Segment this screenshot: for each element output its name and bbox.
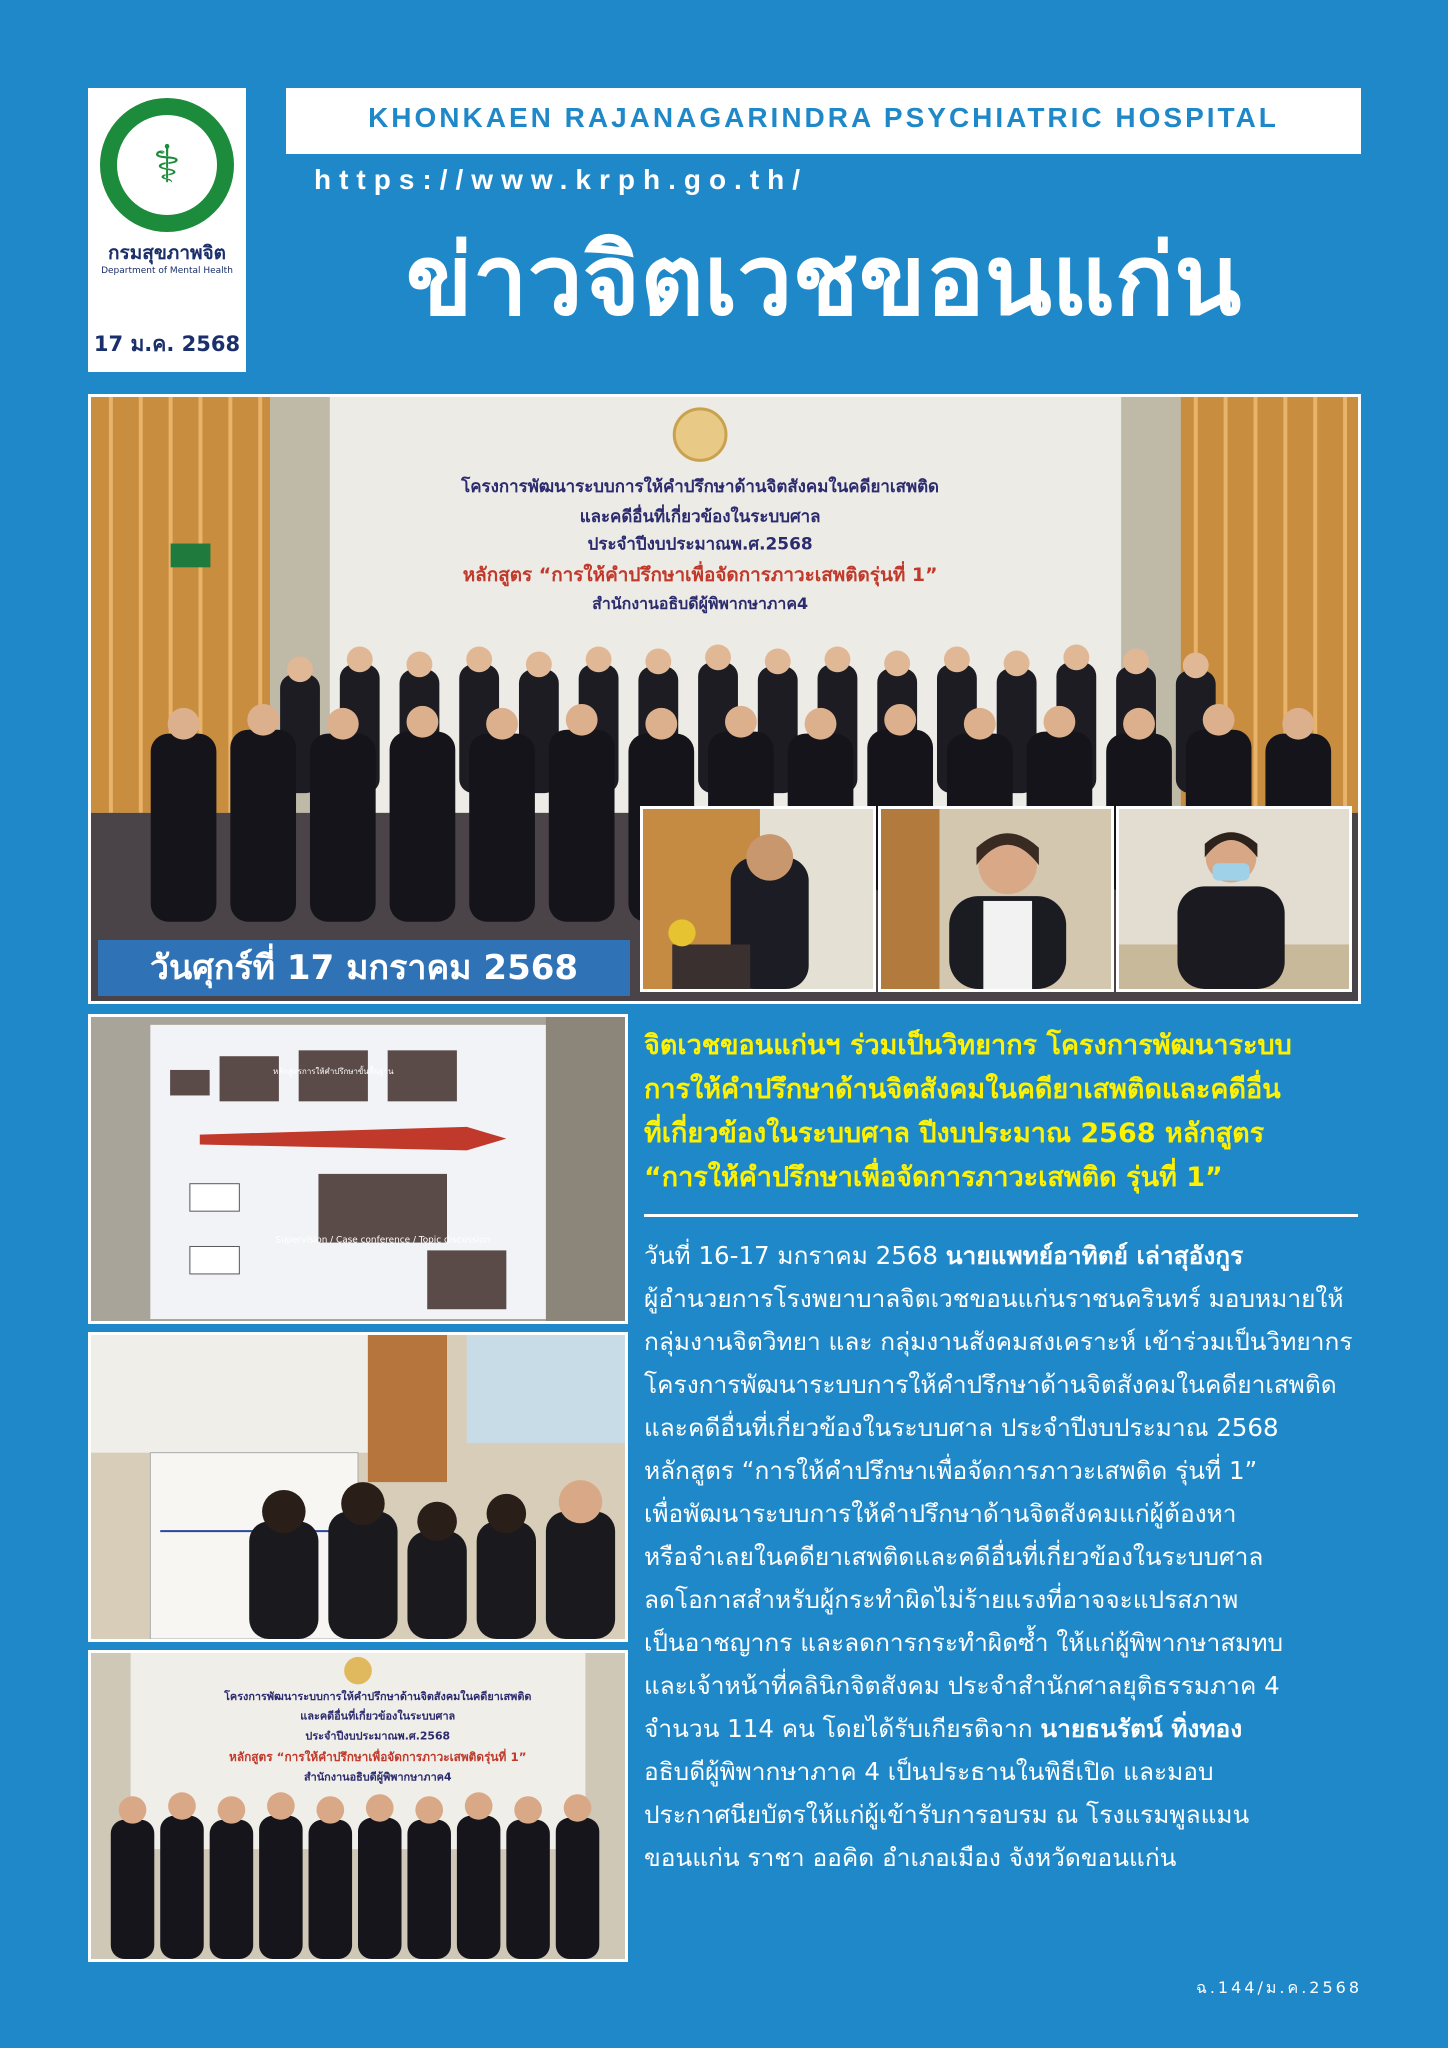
svg-text:สำนักงานอธิบดีผู้พิพากษาภาค4: สำนักงานอธิบดีผู้พิพากษาภาค4 bbox=[304, 1770, 452, 1784]
chief-judge-name: นายธนรัตน์ ทิ่งทอง bbox=[1040, 1714, 1243, 1743]
body-line-3: กลุ่มงานจิตวิทยา และ กลุ่มงานสังคมสงเคราะห์ เข้าร่วมเป็นวิทยากร bbox=[644, 1327, 1353, 1356]
headline-line-2: การให้คำปรึกษาด้านจิตสังคมในคดียาเสพติดและคดีอื่น bbox=[644, 1074, 1281, 1105]
banner-line-2: และคดีอื่นที่เกี่ยวข้องในระบบศาล bbox=[579, 505, 821, 526]
slide-center-box: Supervision / Case conference / Topic discussion bbox=[275, 1235, 491, 1246]
lecturer-woman-photo bbox=[878, 806, 1114, 992]
svg-text:และคดีอื่นที่เกี่ยวข้องในระบบศ: และคดีอื่นที่เกี่ยวข้องในระบบศาล bbox=[300, 1709, 456, 1723]
slide-box-1: หลักสูตรการให้คำปรึกษาขั้นพื้นฐาน bbox=[273, 1066, 394, 1076]
body-line-11: และเจ้าหน้าที่คลินิกจิตสังคม ประจำสำนักศาลยุติธรรมภาค 4 bbox=[644, 1671, 1280, 1700]
body-line-9: ลดโอกาสสำหรับผู้กระทำผิดไม่ร้ายแรงที่อาจจะแปรสภาพ bbox=[644, 1585, 1239, 1614]
banner-line-4: หลักสูตร “การให้คำปรึกษาเพื่อจัดการภาวะเสพติดรุ่นที่ 1” bbox=[462, 564, 938, 587]
event-date-label: วันศุกร์ที่ 17 มกราคม 2568 bbox=[98, 940, 630, 996]
hospital-name-bar bbox=[286, 88, 1361, 154]
banner-line-3: ประจำปีงบประมาณพ.ศ.2568 bbox=[587, 533, 813, 554]
body-line-7: เพื่อพัฒนาระบบการให้คำปรึกษาด้านจิตสังคมแก่ผู้ต้องหา bbox=[644, 1499, 1237, 1528]
team-thumbs-up-photo bbox=[88, 1650, 628, 1962]
body-line-14: ประกาศนียบัตรให้แก่ผู้เข้ารับการอบรม ณ โรงแรมพูลแมน bbox=[644, 1800, 1250, 1829]
body-line-10: เป็นอาชญากร และลดการกระทำผิดซ้ำ ให้แก่ผู้พิพากษาสมทบ bbox=[644, 1628, 1284, 1657]
body-line-5: และคดีอื่นที่เกี่ยวข้องในระบบศาล ประจำปีงบประมาณ 2568 bbox=[644, 1413, 1279, 1442]
director-name: นายแพทย์อาทิตย์ เล่าสุอังกูร bbox=[945, 1241, 1244, 1270]
headline-line-1: จิตเวชขอนแก่นฯ ร่วมเป็นวิทยากร โครงการพัฒนาระบบ bbox=[644, 1030, 1292, 1061]
body-line-13: อธิบดีผู้พิพากษาภาค 4 เป็นประธานในพิธีเปิด และมอบ bbox=[644, 1757, 1214, 1786]
body-line-1: วันที่ 16-17 มกราคม 2568 นายแพทย์อาทิตย์ เล่าสุอังกูร bbox=[644, 1241, 1244, 1270]
body-line-8: หรือจำเลยในคดียาเสพติดและคดีอื่นที่เกี่ยวข้องในระบบศาล bbox=[644, 1542, 1264, 1571]
logo-box bbox=[88, 88, 246, 372]
speaker-photo bbox=[640, 806, 876, 992]
hospital-name: KHONKAEN RAJANAGARINDRA PSYCHIATRIC HOSPITAL bbox=[368, 102, 1279, 133]
whiteboard-workshop-photo bbox=[88, 1332, 628, 1642]
svg-text:ประจำปีงบประมาณพ.ศ.2568: ประจำปีงบประมาณพ.ศ.2568 bbox=[305, 1729, 451, 1743]
slide-projection-photo bbox=[88, 1014, 628, 1324]
svg-text:หลักสูตร “การให้คำปรึกษาเพื่อจ: หลักสูตร “การให้คำปรึกษาเพื่อจัดการภาวะเสพติดรุ่นที่ 1” bbox=[229, 1749, 527, 1764]
news-headline bbox=[644, 1024, 1364, 1200]
headline-line-4: “การให้คำปรึกษาเพื่อจัดการภาวะเสพติด รุ่นที่ 1” bbox=[644, 1162, 1223, 1193]
issue-date: 17 ม.ค. 2568 bbox=[93, 332, 241, 356]
department-name-english: Department of Mental Health bbox=[101, 266, 233, 276]
participant-mask-photo bbox=[1116, 806, 1352, 992]
ministry-seal-icon: ⚕ bbox=[100, 98, 234, 232]
website-url[interactable]: https://www.krph.go.th/ bbox=[314, 164, 809, 195]
body-line-4: โครงการพัฒนาระบบการให้คำปรึกษาด้านจิตสังคมในคดียาเสพติด bbox=[644, 1370, 1337, 1399]
news-body bbox=[644, 1234, 1364, 1879]
body-line-2: ผู้อำนวยการโรงพยาบาลจิตเวชขอนแก่นราชนครินทร์ มอบหมายให้ bbox=[644, 1284, 1344, 1313]
banner-line-5: สำนักงานอธิบดีผู้พิพากษาภาค4 bbox=[592, 593, 809, 613]
document-number: ฉ.144/ม.ค.2568 bbox=[1195, 1978, 1362, 1997]
headline-divider bbox=[644, 1214, 1358, 1217]
masthead-title: ข่าวจิตเวชขอนแก่น bbox=[405, 224, 1242, 338]
body-line-12: จำนวน 114 คน โดยได้รับเกียรติจาก นายธนรัตน์ ทิ่งทอง bbox=[644, 1714, 1243, 1743]
body-line-6: หลักสูตร “การให้คำปรึกษาเพื่อจัดการภาวะเสพติด รุ่นที่ 1” bbox=[644, 1456, 1258, 1485]
body-line-15: ขอนแก่น ราชา ออคิด อำเภอเมือง จังหวัดขอนแก่น bbox=[644, 1843, 1177, 1872]
svg-text:โครงการพัฒนาระบบการให้คำปรึกษา: โครงการพัฒนาระบบการให้คำปรึกษาด้านจิตสังคมในคดียาเสพติด bbox=[224, 1690, 532, 1704]
department-name-thai: กรมสุขภาพจิต bbox=[107, 242, 226, 264]
headline-line-3: ที่เกี่ยวข้องในระบบศาล ปีงบประมาณ 2568 หลักสูตร bbox=[644, 1118, 1265, 1149]
banner-line-1: โครงการพัฒนาระบบการให้คำปรึกษาด้านจิตสังคมในคดียาเสพติด bbox=[461, 476, 940, 497]
